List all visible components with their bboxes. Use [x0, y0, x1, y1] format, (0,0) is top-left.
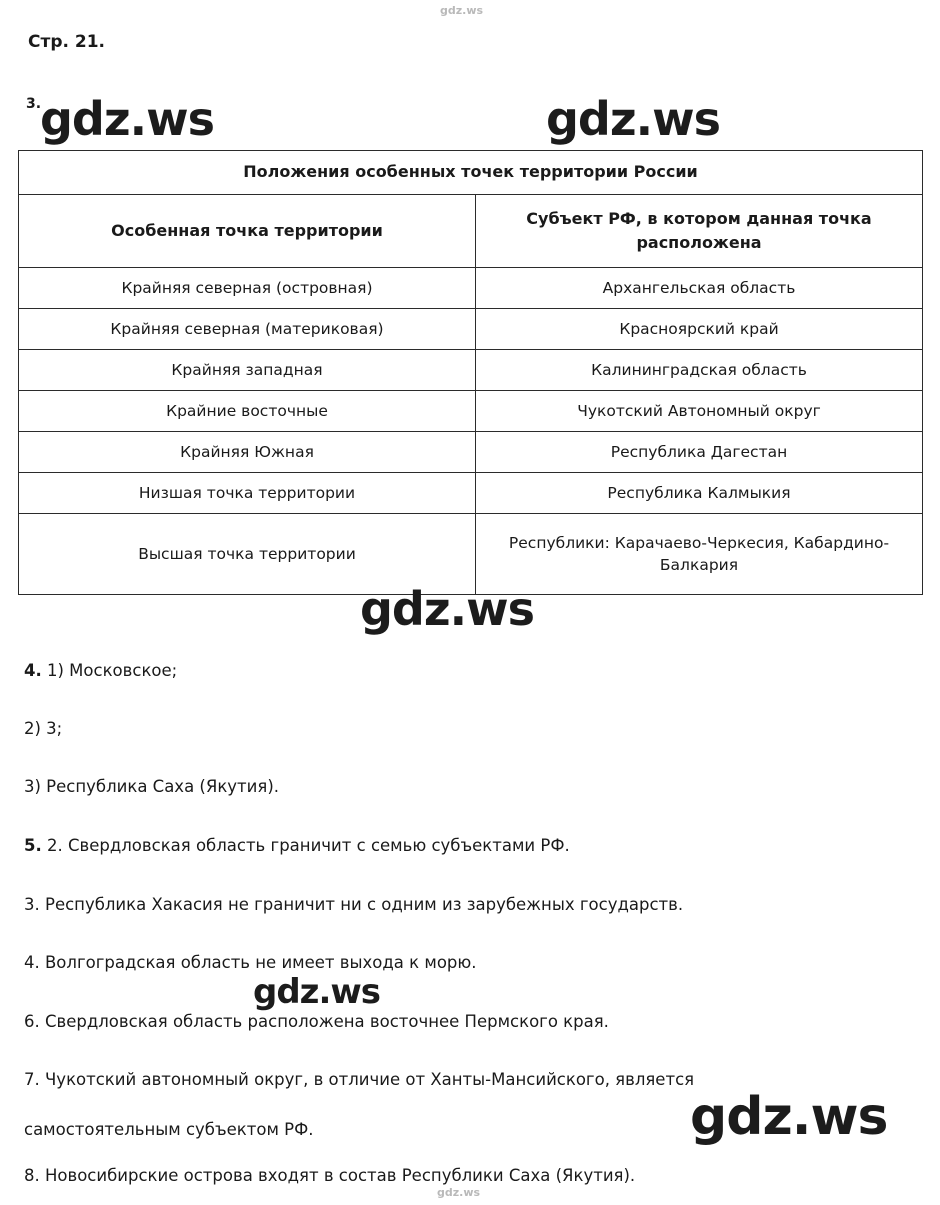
watermark-bottom: gdz.ws — [437, 1186, 481, 1199]
exercise-5-answer-8: 8. Новосибирские острова входят в состав Республики Саха (Якутия). — [24, 1166, 636, 1185]
table-row — [19, 431, 923, 472]
points-table-wrapper — [18, 150, 922, 595]
watermark-top: gdz.ws — [440, 4, 484, 17]
watermark-logo-5: gdz.ws — [690, 1087, 888, 1147]
exercise-4-answer-2: 2) 3; — [24, 719, 63, 738]
cell-subject: Республика Дагестан — [476, 431, 923, 472]
exercise-4-number: 4. — [24, 661, 42, 680]
cell-point: Низшая точка территории — [19, 472, 476, 513]
watermark-logo-1: gdz.ws — [40, 92, 214, 146]
table-header-row — [19, 194, 923, 267]
exercise-5-answer-2: 2. Свердловская область граничит с семью субъектами РФ. — [47, 836, 570, 855]
exercise-3-number: 3. — [26, 96, 42, 112]
cell-subject: Чукотский Автономный округ — [476, 390, 923, 431]
exercise-4-answer-1: 1) Московское; — [47, 661, 178, 680]
cell-point: Крайние восточные — [19, 390, 476, 431]
table-row — [19, 267, 923, 308]
cell-point: Высшая точка территории — [19, 513, 476, 594]
exercise-5-answer-4: 4. Волгоградская область не имеет выхода к морю. — [24, 953, 477, 972]
watermark-logo-4: gdz.ws — [253, 972, 381, 1012]
table-header-subject: Субъект РФ, в котором данная точка расположена — [476, 194, 923, 267]
points-table — [18, 150, 923, 595]
table-title-row — [19, 151, 923, 195]
exercise-4-line-1 — [24, 659, 914, 683]
table-header-point: Особенная точка территории — [19, 194, 476, 267]
cell-point: Крайняя Южная — [19, 431, 476, 472]
table-row — [19, 349, 923, 390]
page-label: Стр. 21. — [28, 32, 105, 52]
cell-point: Крайняя северная (островная) — [19, 267, 476, 308]
exercise-4-line-3 — [24, 775, 914, 799]
watermark-logo-3: gdz.ws — [360, 582, 534, 636]
exercise-5-line-4 — [24, 1010, 914, 1034]
exercise-5-line-6 — [24, 1164, 914, 1188]
exercise-4-answer-3: 3) Республика Саха (Якутия). — [24, 777, 280, 796]
exercise-5-answer-7-line1: 7. Чукотский автономный округ, в отличие от Ханты-Мансийского, является — [24, 1070, 695, 1089]
exercise-5-line-1 — [24, 834, 914, 858]
cell-point: Крайняя северная (материковая) — [19, 308, 476, 349]
cell-subject: Республика Калмыкия — [476, 472, 923, 513]
cell-subject: Архангельская область — [476, 267, 923, 308]
table-row — [19, 390, 923, 431]
cell-subject: Красноярский край — [476, 308, 923, 349]
cell-subject: Калининградская область — [476, 349, 923, 390]
cell-point: Крайняя западная — [19, 349, 476, 390]
exercise-4-line-2 — [24, 717, 914, 741]
exercise-5-answer-7-line2: самостоятельным субъектом РФ. — [24, 1119, 314, 1139]
table-row — [19, 308, 923, 349]
cell-subject: Республики: Карачаево-Черкесия, Кабардино-Балкария — [476, 513, 923, 594]
exercise-5-number: 5. — [24, 836, 42, 855]
exercise-5-line-2 — [24, 893, 914, 917]
watermark-logo-2: gdz.ws — [546, 92, 720, 146]
exercise-5-line-3 — [24, 951, 914, 975]
table-title: Положения особенных точек территории России — [19, 151, 923, 195]
exercise-5-answer-6: 6. Свердловская область расположена восточнее Пермского края. — [24, 1012, 609, 1031]
table-row — [19, 472, 923, 513]
exercise-5-answer-3: 3. Республика Хакасия не граничит ни с одним из зарубежных государств. — [24, 895, 684, 914]
